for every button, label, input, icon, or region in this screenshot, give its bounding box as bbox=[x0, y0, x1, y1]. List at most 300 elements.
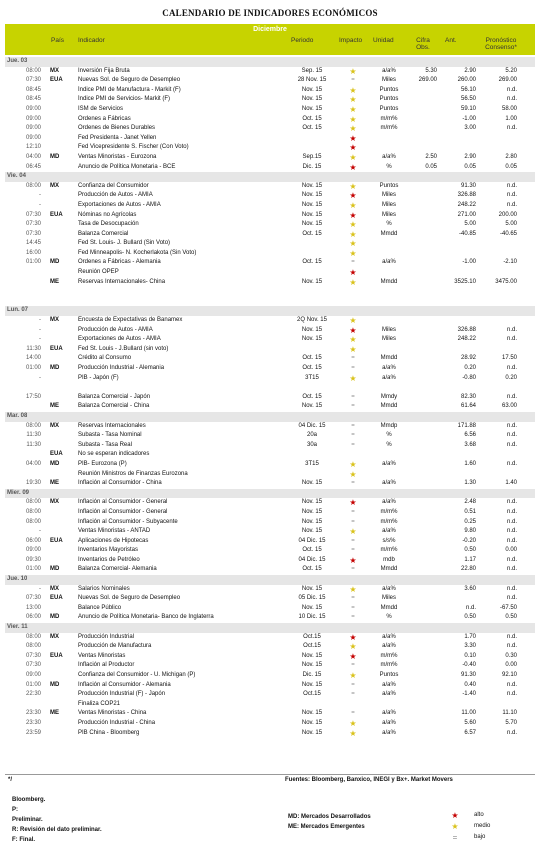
unit-cell: a/a% bbox=[382, 528, 396, 535]
month-header: Diciembre bbox=[5, 24, 535, 35]
table-row bbox=[5, 163, 535, 173]
impact-alto-icon: ★ bbox=[349, 162, 357, 172]
period-cell: Oct. 15 bbox=[302, 566, 322, 573]
indicator-cell: Producción de Autos - AMIA bbox=[78, 192, 153, 199]
period-cell: 3T15 bbox=[305, 460, 319, 467]
table-row bbox=[5, 211, 535, 221]
unit-cell: m/m% bbox=[380, 115, 398, 122]
indicator-cell: Ventas Minoristas - ANTAD bbox=[78, 528, 151, 535]
table-row bbox=[5, 460, 535, 470]
previous-cell: 3.68 bbox=[464, 441, 476, 448]
indicator-cell: Nóminas no Agrícolas bbox=[78, 211, 137, 218]
previous-cell: 5.00 bbox=[464, 221, 476, 228]
impact-medio-icon: ★ bbox=[349, 248, 357, 258]
unit-cell: Miles bbox=[381, 201, 396, 208]
forecast-cell: n.d. bbox=[506, 537, 517, 544]
forecast-cell: n.d. bbox=[506, 441, 517, 448]
impact-medio-icon: ★ bbox=[349, 181, 357, 191]
table-row bbox=[5, 441, 535, 451]
table-row bbox=[5, 642, 535, 652]
previous-cell: 2.90 bbox=[464, 153, 476, 160]
indicator-cell: Índice PMI de Manufactura - Markit (F) bbox=[78, 86, 181, 93]
indicator-cell: ISM de Servicios bbox=[78, 105, 124, 112]
time-cell: 08:00 bbox=[25, 518, 41, 525]
time-cell: 01:00 bbox=[25, 365, 41, 371]
forecast-cell: 11.10 bbox=[502, 710, 517, 717]
unit-cell: a/a% bbox=[382, 374, 396, 381]
period-cell: Sep. 15 bbox=[301, 67, 323, 74]
forecast-cell: 63.00 bbox=[501, 403, 517, 410]
country-cell: MD bbox=[50, 259, 60, 266]
legend-impact-label: alto bbox=[474, 812, 484, 818]
indicator-cell: Balance Público bbox=[78, 604, 122, 611]
time-cell: 09:00 bbox=[25, 134, 41, 141]
legend-impact-label: medio bbox=[474, 823, 491, 829]
previous-cell: -0.80 bbox=[462, 374, 476, 381]
table-row bbox=[5, 537, 535, 547]
unit-cell: Puntos bbox=[379, 96, 399, 103]
previous-cell: 2.48 bbox=[464, 499, 476, 506]
time-cell: 11:30 bbox=[26, 441, 41, 448]
unit-cell: mdb bbox=[383, 556, 395, 563]
legend-text: Preliminar. bbox=[12, 817, 43, 823]
impact-bajo-icon: = bbox=[351, 691, 355, 698]
indicator-cell: Salarios Nominales bbox=[78, 585, 130, 592]
impact-medio-icon: ★ bbox=[349, 124, 357, 134]
spacer-row bbox=[5, 287, 535, 297]
period-cell: Nov. 15 bbox=[301, 403, 323, 410]
country-cell: EUA bbox=[50, 211, 63, 218]
unit-cell: a/a% bbox=[382, 691, 396, 698]
period-cell: 10 Dic. 15 bbox=[298, 614, 326, 621]
time-cell: 01:00 bbox=[25, 681, 41, 688]
impact-medio-icon: ★ bbox=[349, 200, 357, 210]
period-cell: Oct. 15 bbox=[302, 230, 322, 237]
forecast-cell: n.d. bbox=[506, 691, 517, 698]
forecast-cell: n.d. bbox=[506, 460, 517, 467]
unit-cell: m/m% bbox=[380, 125, 398, 132]
table-row bbox=[5, 182, 535, 192]
time-cell: 23:59 bbox=[25, 729, 41, 736]
time-cell: 07:30 bbox=[25, 211, 41, 218]
time-cell: 08:45 bbox=[25, 86, 41, 93]
impact-medio-icon: ★ bbox=[349, 459, 357, 469]
forecast-cell: 17.50 bbox=[501, 355, 517, 362]
time-cell: 08:00 bbox=[25, 508, 41, 515]
previous-cell: 1.17 bbox=[464, 556, 476, 563]
forecast-cell: -67.50 bbox=[499, 604, 517, 611]
spacer-row bbox=[5, 383, 535, 393]
unit-cell: a/a% bbox=[382, 585, 396, 592]
unit-cell: Miles bbox=[381, 336, 396, 343]
table-row bbox=[5, 268, 535, 278]
legend-text: Bloomberg. bbox=[12, 797, 46, 803]
unit-cell: m/m% bbox=[380, 662, 398, 669]
country-cell: ME bbox=[50, 710, 59, 717]
table-row bbox=[5, 709, 535, 719]
period-cell: Oct. 15 bbox=[302, 115, 322, 122]
unit-cell: Mmdd bbox=[380, 278, 398, 285]
column-forecast: Pronóstico Consenso* bbox=[485, 37, 517, 51]
unit-cell: Puntos bbox=[379, 105, 399, 112]
unit-cell: m/m% bbox=[380, 508, 398, 515]
unit-cell: Miles bbox=[381, 595, 396, 602]
indicator-cell: Ventas Minoristas bbox=[78, 652, 126, 659]
forecast-cell: 0.00 bbox=[505, 662, 517, 669]
unit-cell: Miles bbox=[381, 192, 396, 199]
impact-medio-icon: ★ bbox=[349, 152, 357, 162]
table-row bbox=[5, 729, 535, 739]
period-cell: Nov. 15 bbox=[301, 96, 323, 103]
table-row bbox=[5, 374, 535, 384]
forecast-cell: n.d. bbox=[506, 595, 517, 602]
impact-bajo-icon: = bbox=[351, 681, 355, 688]
time-cell: 08:00 bbox=[25, 422, 41, 429]
previous-cell: -0.40 bbox=[462, 662, 476, 669]
unit-cell: a/a% bbox=[382, 719, 396, 726]
table-row bbox=[5, 115, 535, 125]
table-row bbox=[5, 661, 535, 671]
country-cell: MD bbox=[50, 681, 60, 688]
indicator-cell: Subasta - Tasa Real bbox=[78, 441, 132, 448]
indicator-cell: Ventas Minoristas - China bbox=[78, 710, 147, 717]
column-indicator: Indicador bbox=[78, 37, 105, 44]
table-row bbox=[5, 326, 535, 336]
previous-cell: 28.92 bbox=[460, 355, 476, 362]
forecast-cell: n.d. bbox=[506, 96, 517, 103]
previous-cell: 0.05 bbox=[464, 163, 476, 170]
period-cell: Oct. 15 bbox=[302, 259, 322, 266]
forecast-cell: 2.80 bbox=[505, 153, 517, 160]
unit-cell: a/a% bbox=[382, 67, 396, 74]
forecast-cell: -40.65 bbox=[499, 230, 517, 237]
forecast-cell: 0.30 bbox=[505, 652, 517, 659]
previous-cell: 9.80 bbox=[464, 528, 476, 535]
period-cell: Oct. 15 bbox=[302, 547, 322, 554]
unit-cell: a/a% bbox=[382, 681, 396, 688]
country-cell: MX bbox=[50, 585, 59, 592]
forecast-cell: 0.50 bbox=[505, 614, 517, 621]
indicator-cell: Subasta - Tasa Nominal bbox=[78, 432, 142, 439]
country-cell: MD bbox=[50, 365, 60, 371]
table-row bbox=[5, 239, 535, 249]
indicator-cell: Fed Minneapolis- N. Kocherlakota (Sin Voto) bbox=[78, 249, 197, 256]
period-cell: 04 Dic. 15 bbox=[298, 422, 326, 429]
country-cell: MD bbox=[50, 566, 60, 573]
table-row bbox=[5, 153, 535, 163]
time-cell: 09:30 bbox=[25, 556, 41, 563]
column-previous: Ant. bbox=[445, 37, 457, 44]
indicator-table bbox=[5, 57, 535, 738]
observed-cell: 0.05 bbox=[425, 163, 437, 170]
previous-cell: 326.88 bbox=[457, 326, 476, 333]
time-cell: 01:00 bbox=[25, 259, 41, 266]
previous-cell: 5.60 bbox=[464, 719, 476, 726]
indicator-cell: Encuesta de Expectativas de Banamex bbox=[78, 317, 183, 324]
time-cell: 17:50 bbox=[25, 393, 41, 400]
indicator-cell: Índice PMI de Servicios- Markit (F) bbox=[78, 96, 171, 103]
time-cell: 04:00 bbox=[25, 153, 41, 160]
table-row bbox=[5, 316, 535, 326]
time-cell: 13:00 bbox=[25, 604, 41, 611]
forecast-cell: n.d. bbox=[506, 585, 517, 592]
table-row bbox=[5, 76, 535, 86]
table-row bbox=[5, 354, 535, 364]
period-cell: 04 Dic. 15 bbox=[298, 537, 326, 544]
previous-cell: 0.20 bbox=[464, 365, 476, 371]
period-cell: Oct. 15 bbox=[302, 125, 322, 132]
impact-medio-icon: ★ bbox=[349, 373, 357, 383]
period-cell: Dic. 15 bbox=[302, 672, 322, 678]
impact-alto-icon: ★ bbox=[349, 268, 357, 278]
legend-impact-item bbox=[448, 810, 484, 821]
legend-markets bbox=[288, 812, 371, 832]
forecast-cell: n.d. bbox=[506, 336, 517, 343]
time-cell: 06:00 bbox=[25, 537, 41, 544]
unit-cell: Miles bbox=[381, 77, 396, 84]
table-row bbox=[5, 546, 535, 556]
unit-cell: a/a% bbox=[382, 480, 396, 487]
impact-medio-icon: ★ bbox=[349, 527, 357, 537]
time-cell: 07:30 bbox=[25, 221, 41, 228]
time-cell: - bbox=[39, 585, 41, 592]
unit-cell: % bbox=[386, 432, 392, 439]
indicator-cell: Producción de Manufactura bbox=[78, 643, 152, 650]
indicator-cell: Inventarios Mayoristas bbox=[78, 547, 139, 554]
table-row bbox=[5, 518, 535, 528]
period-cell: Nov. 15 bbox=[301, 201, 323, 208]
previous-cell: 1.70 bbox=[464, 633, 476, 640]
unit-cell: Puntos bbox=[379, 182, 399, 189]
table-row bbox=[5, 431, 535, 441]
period-cell: Nov. 15 bbox=[301, 278, 323, 285]
unit-cell: a/a% bbox=[382, 729, 396, 736]
indicator-cell: Fed Vicepresidente S. Fischer (Con Voto) bbox=[78, 144, 189, 151]
time-cell: - bbox=[39, 317, 41, 324]
unit-cell: % bbox=[386, 441, 392, 448]
period-cell: 04 Dic. 15 bbox=[298, 556, 326, 563]
indicator-cell: Órdenes a Fábricas bbox=[78, 115, 131, 122]
day-label: Vie. 04 bbox=[7, 173, 26, 180]
previous-cell: -1.00 bbox=[462, 259, 476, 266]
impact-bajo-icon: = bbox=[351, 441, 355, 448]
impact-alto-icon: ★ bbox=[349, 143, 357, 153]
time-cell: 11:30 bbox=[26, 432, 41, 439]
unit-cell: a/a% bbox=[382, 710, 396, 717]
previous-cell: 61.64 bbox=[460, 403, 476, 410]
day-header-row bbox=[5, 412, 535, 422]
legend-impact bbox=[448, 810, 491, 842]
indicator-cell: PIB China - Bloomberg bbox=[78, 729, 140, 736]
period-cell: Nov. 15 bbox=[301, 528, 323, 535]
period-cell: Nov. 15 bbox=[301, 326, 323, 333]
impact-medio-icon: ★ bbox=[349, 85, 357, 95]
indicator-cell: Inflación al Consumidor - China bbox=[78, 480, 162, 487]
period-cell: 05 Dic. 15 bbox=[298, 595, 326, 602]
unit-cell: Puntos bbox=[379, 86, 399, 93]
period-cell: Nov. 15 bbox=[301, 719, 323, 726]
indicator-cell: Nuevas Sol. de Seguro de Desempleo bbox=[78, 595, 181, 602]
impact-medio-icon: ★ bbox=[349, 229, 357, 239]
previous-cell: 0.50 bbox=[464, 614, 476, 621]
country-cell: MX bbox=[50, 67, 59, 74]
impact-alto-icon: ★ bbox=[451, 811, 459, 820]
time-cell: 09:00 bbox=[25, 672, 41, 678]
table-row bbox=[5, 565, 535, 575]
impact-medio-icon: ★ bbox=[349, 344, 357, 354]
column-unit: Unidad bbox=[373, 37, 394, 44]
country-cell: MX bbox=[50, 499, 59, 506]
forecast-cell: n.d. bbox=[506, 326, 517, 333]
country-cell: MD bbox=[50, 614, 60, 621]
day-header-row bbox=[5, 57, 535, 67]
table-row bbox=[5, 249, 535, 259]
period-cell: Nov. 15 bbox=[301, 105, 323, 112]
time-cell: 16:00 bbox=[25, 249, 41, 256]
period-cell: Oct.15 bbox=[303, 643, 321, 650]
impact-medio-icon: ★ bbox=[349, 277, 357, 287]
footer-divider bbox=[5, 774, 535, 775]
legend-text: MD: Mercados Desarrollados bbox=[288, 814, 371, 820]
period-cell: Nov. 15 bbox=[301, 729, 323, 736]
period-cell: Oct. 15 bbox=[302, 355, 322, 362]
impact-medio-icon: ★ bbox=[349, 114, 357, 124]
time-cell: 09:00 bbox=[25, 115, 41, 122]
country-cell: EUA bbox=[50, 652, 63, 659]
observed-cell: 2.50 bbox=[425, 153, 437, 160]
indicator-cell: Inversión Fija Bruta bbox=[78, 67, 130, 74]
table-row bbox=[5, 86, 535, 96]
indicator-cell: Órdenes a Fábricas - Alemania bbox=[78, 259, 161, 266]
previous-cell: 2.90 bbox=[464, 67, 476, 74]
unit-cell: a/a% bbox=[382, 365, 396, 371]
previous-cell: 11.00 bbox=[461, 710, 476, 717]
unit-cell: Miles bbox=[381, 326, 396, 333]
country-cell: ME bbox=[50, 480, 59, 487]
time-cell: 08:00 bbox=[25, 633, 41, 640]
time-cell: 07:30 bbox=[25, 595, 41, 602]
forecast-cell: 5.20 bbox=[505, 67, 517, 74]
table-row bbox=[5, 201, 535, 211]
country-cell: MD bbox=[50, 460, 60, 467]
time-cell: 09:00 bbox=[25, 547, 41, 554]
day-header-row bbox=[5, 489, 535, 499]
unit-cell: s/s% bbox=[382, 537, 396, 544]
table-row bbox=[5, 498, 535, 508]
time-cell: 07:30 bbox=[25, 652, 41, 659]
impact-bajo-icon: = bbox=[351, 77, 355, 84]
impact-medio-icon: ★ bbox=[349, 104, 357, 114]
time-cell: 07:30 bbox=[25, 662, 41, 669]
previous-cell: 326.88 bbox=[457, 192, 476, 199]
indicator-cell: Ventas Minoristas - Eurozona bbox=[78, 153, 157, 160]
unit-cell: Mmdd bbox=[380, 604, 398, 611]
observed-cell: 269.00 bbox=[418, 77, 437, 84]
indicator-cell: Inflación al Consumidor - General bbox=[78, 499, 168, 506]
unit-cell: a/a% bbox=[382, 499, 396, 506]
previous-cell: -0.20 bbox=[462, 537, 476, 544]
forecast-cell: n.d. bbox=[506, 201, 517, 208]
legend-text: ME: Mercados Emergentes bbox=[288, 824, 365, 830]
forecast-cell: n.d. bbox=[506, 643, 517, 650]
forecast-cell: n.d. bbox=[506, 681, 517, 688]
table-row bbox=[5, 191, 535, 201]
legend-impact-item bbox=[448, 832, 486, 842]
time-cell: - bbox=[39, 201, 41, 208]
forecast-cell: n.d. bbox=[506, 432, 517, 439]
unit-cell: a/a% bbox=[382, 259, 396, 266]
column-observed: Cifra Obs. bbox=[416, 37, 430, 51]
impact-medio-icon: ★ bbox=[349, 671, 357, 680]
indicator-cell: Fed St. Louis - J.Bullard (sin voto) bbox=[78, 345, 169, 352]
period-cell: Nov. 15 bbox=[301, 86, 323, 93]
impact-bajo-icon: = bbox=[351, 355, 355, 362]
impact-bajo-icon: = bbox=[351, 614, 355, 621]
day-label: Jue. 03 bbox=[7, 58, 28, 64]
period-cell: Sep.15 bbox=[302, 153, 322, 160]
forecast-cell: n.d. bbox=[506, 499, 517, 506]
table-row bbox=[5, 690, 535, 700]
previous-cell: 248.22 bbox=[457, 201, 476, 208]
unit-cell: Mmdy bbox=[380, 393, 398, 400]
unit-cell: m/m% bbox=[380, 518, 398, 525]
day-label: Lun. 07 bbox=[7, 307, 29, 314]
indicator-cell: Producción Industrial (F) - Japón bbox=[78, 691, 166, 698]
period-cell: Dic. 15 bbox=[302, 163, 322, 170]
previous-cell: 3.00 bbox=[464, 125, 476, 132]
indicator-cell: Reunión Ministros de Finanzas Eurozona bbox=[78, 470, 188, 477]
time-cell: - bbox=[39, 374, 41, 381]
impact-bajo-icon: = bbox=[351, 259, 355, 266]
previous-cell: 0.10 bbox=[464, 652, 476, 659]
impact-bajo-icon: = bbox=[351, 595, 355, 602]
impact-alto-icon: ★ bbox=[349, 651, 357, 661]
period-cell: Nov. 15 bbox=[301, 211, 323, 218]
table-row bbox=[5, 95, 535, 105]
previous-cell: 91.30 bbox=[460, 182, 476, 189]
indicator-cell: Producción Industrial bbox=[78, 633, 135, 640]
period-cell: Nov. 15 bbox=[301, 681, 323, 688]
day-header-row bbox=[5, 623, 535, 633]
table-row bbox=[5, 652, 535, 662]
impact-alto-icon: ★ bbox=[349, 632, 357, 642]
impact-bajo-icon: = bbox=[351, 432, 355, 439]
time-cell: 06:00 bbox=[25, 614, 41, 621]
time-cell: 08:00 bbox=[25, 499, 41, 506]
period-cell: Nov. 15 bbox=[301, 652, 323, 659]
impact-medio-icon: ★ bbox=[349, 220, 357, 230]
day-label: Jue. 10 bbox=[7, 576, 28, 583]
forecast-cell: 200.00 bbox=[498, 211, 517, 218]
table-row bbox=[5, 278, 535, 288]
indicator-cell: Inflación al Consumidor - Subyacente bbox=[78, 518, 178, 525]
indicator-cell: Finaliza COP21 bbox=[78, 700, 121, 707]
table-row bbox=[5, 604, 535, 614]
indicator-cell: Fed Presidenta - Janet Yellen bbox=[78, 134, 157, 141]
day-label: Mier. 09 bbox=[7, 489, 30, 496]
impact-alto-icon: ★ bbox=[349, 133, 357, 143]
previous-cell: -40.85 bbox=[458, 230, 476, 237]
previous-cell: 1.30 bbox=[464, 480, 476, 487]
indicator-cell: PIB - Japón (F) bbox=[78, 374, 119, 381]
period-cell: 20a bbox=[306, 432, 317, 439]
impact-bajo-icon: = bbox=[351, 604, 355, 611]
day-label: Vier. 11 bbox=[7, 624, 28, 631]
day-header-row bbox=[5, 575, 535, 585]
column-impact: Impacto bbox=[339, 37, 363, 44]
previous-cell: 0.51 bbox=[464, 508, 476, 515]
previous-cell: 82.30 bbox=[460, 393, 476, 400]
